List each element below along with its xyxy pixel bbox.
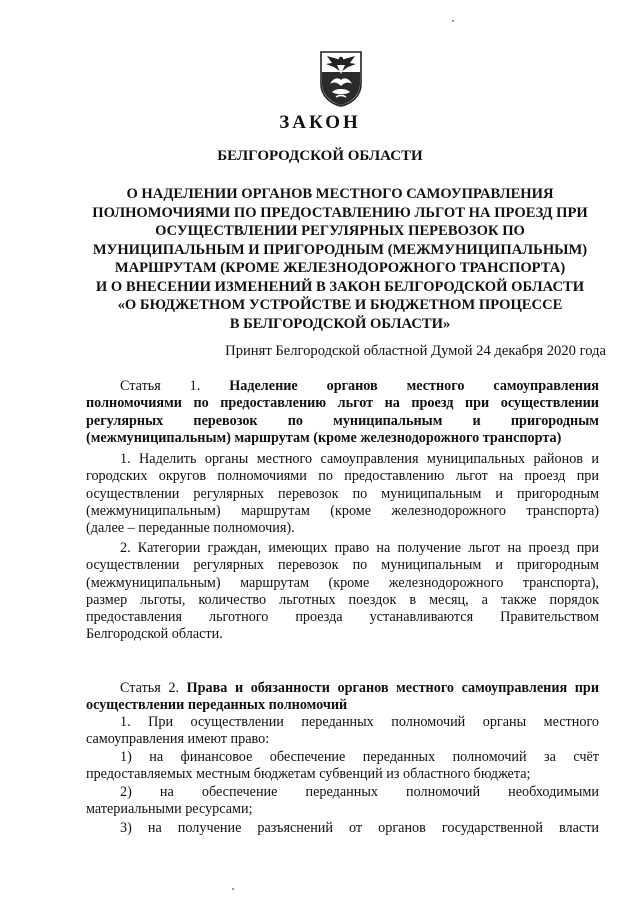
word: необходимыми bbox=[508, 784, 599, 800]
text-line: самоуправления имеют право: bbox=[86, 731, 270, 748]
heading-word: муниципальным bbox=[333, 412, 443, 429]
heading-word: Наделение bbox=[229, 378, 298, 394]
subject-line: ОСУЩЕСТВЛЕНИИ РЕГУЛЯРНЫХ ПЕРЕВОЗОК ПО bbox=[155, 223, 525, 239]
word: устанавливаются bbox=[369, 609, 474, 626]
word: обеспечение bbox=[201, 784, 278, 800]
article-2-item-3 bbox=[86, 820, 599, 837]
subject-line: О НАДЕЛЕНИИ ОРГАНОВ МЕСТНОГО САМОУПРАВЛЕНИЯ bbox=[126, 186, 554, 202]
article-label: Статья 2. bbox=[120, 680, 179, 696]
word: Правительством bbox=[500, 609, 599, 626]
text-line: 1) на финансовое обеспечение переданных полномочий за счёт bbox=[120, 749, 599, 765]
text-line: 1. При осуществлении переданных полномочий органы местного bbox=[120, 714, 599, 730]
law-subject-heading bbox=[60, 185, 620, 333]
article-1-paragraph-1 bbox=[86, 451, 599, 537]
article-2-paragraph-1 bbox=[86, 714, 599, 749]
text-line: (далее – переданные полномочия). bbox=[86, 520, 295, 537]
text-line: осуществлении регулярных перевозок по муниципальным и пригородным bbox=[86, 485, 599, 502]
article-label: Статья bbox=[120, 378, 161, 394]
heading-word: и bbox=[472, 412, 481, 429]
text-line: предоставляемых местным бюджетам субвенций из областного бюджета; bbox=[86, 766, 531, 783]
subject-line: ПОЛНОМОЧИЯМИ ПО ПРЕДОСТАВЛЕНИЮ ЛЬГОТ НА ПРОЕЗД ПРИ bbox=[92, 204, 588, 221]
scan-speck bbox=[452, 20, 454, 22]
text-line: материальными ресурсами; bbox=[86, 801, 253, 818]
text-line: размер льготы, количество льготных поездок в месяц, а также порядок bbox=[86, 591, 599, 608]
subject-line: «О БЮДЖЕТНОМ УСТРОЙСТВЕ И БЮДЖЕТНОМ ПРОЦЕССЕ bbox=[117, 297, 563, 313]
article-2-item-2 bbox=[86, 784, 599, 819]
text-line: 3) на получение разъяснений от органов государственной власти bbox=[120, 820, 599, 836]
text-line: осуществлении регулярных перевозок по муниципальным и пригородным bbox=[86, 557, 599, 574]
text-line bbox=[86, 609, 599, 626]
article-2-item-1 bbox=[86, 749, 599, 784]
region-heading: БЕЛГОРОДСКОЙ ОБЛАСТИ bbox=[217, 148, 423, 164]
text-line: 1. Наделить органы местного самоуправления муниципальных районов и bbox=[120, 451, 599, 467]
heading-word: пригородным bbox=[510, 412, 599, 429]
text-line: Белгородской области. bbox=[86, 626, 223, 643]
adoption-note: Принят Белгородской областной Думой 24 декабря 2020 года bbox=[225, 343, 606, 359]
article-1-heading-line: (межмуниципальным) маршрутам (кроме железнодорожного транспорта) bbox=[86, 429, 562, 446]
article-title: Права и обязанности органов местного самоуправления при bbox=[186, 680, 600, 696]
subject-line: МУНИЦИПАЛЬНЫМ И ПРИГОРОДНЫМ (МЕЖМУНИЦИПАЛЬНЫМ) bbox=[92, 241, 588, 258]
subject-line: МАРШРУТАМ (КРОМЕ ЖЕЛЕЗНОДОРОЖНОГО ТРАНСПОРТА) bbox=[114, 260, 566, 276]
text-line: (межмуниципальным) маршрутам (кроме железнодорожного транспорта) bbox=[86, 502, 599, 519]
subject-line: В БЕЛГОРОДСКОЙ ОБЛАСТИ» bbox=[229, 315, 451, 332]
coat-of-arms-icon bbox=[318, 50, 364, 108]
heading-word: органов bbox=[326, 378, 378, 394]
article-2-heading-line bbox=[86, 680, 599, 697]
heading-word: перевозок bbox=[193, 412, 258, 429]
text-line: городских округов полномочиями по предоставлению льгот на проезд при bbox=[86, 468, 599, 485]
word: 2) bbox=[120, 784, 132, 800]
article-1-paragraph-2 bbox=[86, 540, 599, 644]
scan-speck bbox=[232, 888, 234, 890]
article-2-heading-line: осуществлении переданных полномочий bbox=[86, 697, 348, 714]
heading-word: регулярных bbox=[86, 412, 164, 429]
heading-word: самоуправления bbox=[493, 378, 599, 394]
heading-word: местного bbox=[406, 378, 465, 394]
article-1-heading bbox=[86, 378, 599, 447]
word: полномочий bbox=[406, 784, 481, 800]
article-1-heading-line bbox=[86, 413, 599, 430]
heading-word: по bbox=[287, 412, 304, 429]
word: переданных bbox=[305, 784, 378, 800]
word: льготного bbox=[208, 609, 269, 626]
article-1-heading-line: полномочиями по предоставлению льгот на проезд при осуществлении bbox=[86, 395, 599, 412]
subject-line: И О ВНЕСЕНИИ ИЗМЕНЕНИЙ В ЗАКОН БЕЛГОРОДСКОЙ ОБЛАСТИ bbox=[95, 278, 585, 295]
article-1-heading-line bbox=[86, 378, 599, 395]
text-line: 2. Категории граждан, имеющих право на получение льгот на проезд при bbox=[120, 540, 599, 556]
word: проезда bbox=[295, 609, 343, 626]
word: предоставления bbox=[86, 609, 183, 626]
law-title: ЗАКОН bbox=[279, 112, 361, 133]
article-2-heading bbox=[86, 680, 599, 715]
text-line: (межмуниципальным) маршрутам (кроме железнодорожного транспорта), bbox=[86, 574, 599, 591]
word: на bbox=[159, 784, 174, 800]
text-line bbox=[86, 784, 599, 801]
article-number: 1. bbox=[189, 378, 201, 394]
